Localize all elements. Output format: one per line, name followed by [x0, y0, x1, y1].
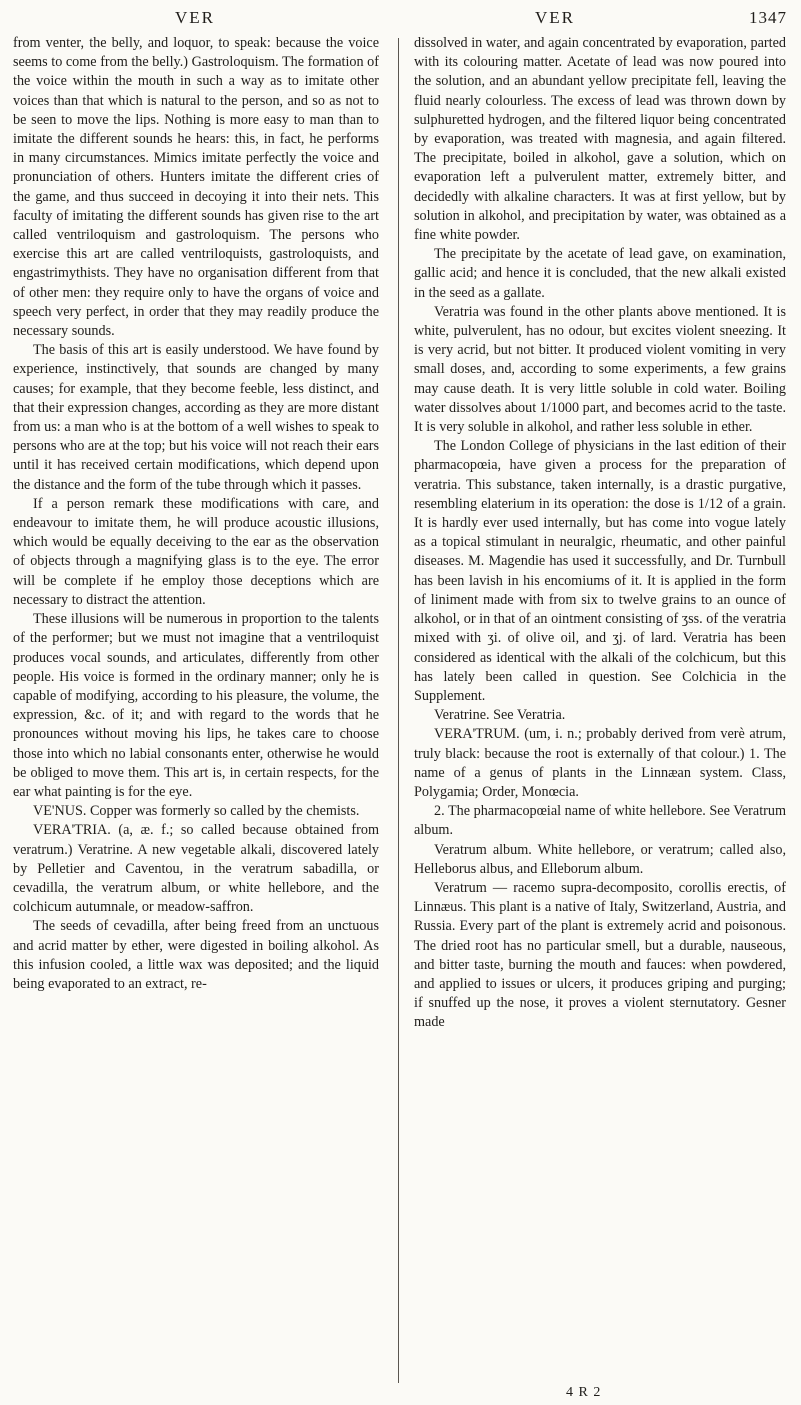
- paragraph: The basis of this art is easily understood. We have found by experience, instinctively, that sounds are changed by many causes; for example, that they become feeble, less distinct, and that their expression changes, according as they are more distant from us: a man who is at the bottom of a well wishes to speak to persons who are at the top; but his voice will not reach their ears until it has received certain modifications, which depend upon the distance and the form of the tube through which it passes.: [13, 342, 380, 493]
- paragraph: If a person remark these modifications with care, and endeavour to imitate them, he will produce acoustic illusions, which would be equally deceiving to the ear as the observation of objects through a magnifying glass is to the eye. The error will be complete if he employ those deceptions which are necessary to distract the attention.: [13, 495, 379, 608]
- paragraph: 2. The pharmacopœial name of white hellebore. See Veratrum album.: [414, 803, 786, 839]
- paragraph: from venter, the belly, and loquor, to speak: because the voice seems to come from the belly.) Gastroloquism. The formation of the voice within the mouth in such a way as to imitate other voices than that which is natural to the person, and so as not to be seen to move the lips. Nothing is more easy to man than to imitate the different sounds he hears: this, in fact, he performs in many circumstances. Mimics imitate perfectly the voice and pronunciation of others. Hunters imitate the different cries of the game, and thus succeed in decoying it into their nets. This faculty of imitating the different sounds has given rise to the art called ventriloquism and gastroloquism. The persons who exercise this art are called ventriloquists, gastroloquists, and engastrimythists. They have no organisation different from that of other men: they require only to have the organs of voice and speech very perfect, in order that they may readily produce the necessary sounds.: [13, 35, 379, 340]
- paragraph: The precipitate by the acetate of lead gave, on examination, gallic acid; and hence it is concluded, that the new alkali existed in the seed as a gallate.: [414, 246, 786, 301]
- entry-veratrine: Veratrine. See Veratria.: [434, 707, 566, 724]
- running-head-right: VER: [535, 8, 575, 27]
- paragraph: These illusions will be numerous in proportion to the talents of the performer; but we must not imagine that a ventriloquist produces vocal sounds, and articulates, differently from other people. His voice is formed in the ordinary manner; only he is capable of modifying, according to his pleasure, the volume, the expression, &c. of it; and with regard to the words that he pronounces without moving his lips, he takes care to choose those into which no labial consonants enter, otherwise he would be obliged to move them. This art is, in certain respects, for the ear what painting is for the eye.: [13, 611, 379, 800]
- paragraph: The seeds of cevadilla, after being freed from an unctuous and acrid matter by ether, were digested in boiling alkohol. As this infusion cooled, a little wax was deposited; and the liquid being evaporated to an extract, re-: [13, 918, 379, 992]
- entry-veratria: VERA'TRIA. (a, æ. f.; so called because obtained from veratrum.) Veratrine. A new vegetable alkali, discovered lately by Pelletier and Caventou, in the veratrum sabadilla, or cevadilla, the veratrum album, or white hellebore, and the colchicum autumnale, or meadow-saffron.: [13, 822, 379, 916]
- entry-venus: VE'NUS. Copper was formerly so called by the chemists.: [33, 803, 360, 820]
- entry-veratrum: VERA'TRUM. (um, i. n.; probably derived from verè atrum, truly black: because the root is externally of that colour.) 1. The name of a genus of plants in the Linnæan system. Class, Polygamia; Order, Monœcia.: [414, 726, 786, 800]
- running-head-left: VER: [175, 8, 215, 27]
- paragraph: Veratria was found in the other plants above mentioned. It is white, pulverulent, has no odour, but excites violent sneezing. It is very acrid, but not bitter. It produced violent vomiting in very small doses, and, according to some experiments, a few grains may cause death. It is very little soluble in cold water. Boiling water dissolves about 1/1000 part, and becomes acrid to the taste. It is very soluble in alkohol, and rather less soluble in ether.: [414, 303, 786, 436]
- page-number: 1347: [749, 8, 787, 27]
- paragraph: dissolved in water, and again concentrated by evaporation, parted with its colouring matter. Acetate of lead was now poured into the solution, and an abundant yellow precipitate fell, leaving the fluid nearly colourless. The excess of lead was thrown down by sulphuretted hydrogen, and the filtered liquor being concentrated by evaporation, was treated with magnesia, and again filtered. The precipitate, boiled in alkohol, gave a solution, which on evaporation left a pulverulent matter, extremely bitter, and decidedly with alkaline characters. It was at first yellow, but by solution in alkohol, and precipitation by water, was obtained as a fine white powder.: [414, 35, 786, 244]
- left-column: [13, 34, 379, 994]
- right-column: [414, 34, 786, 1033]
- entry-veratrum-album: Veratrum album. White hellebore, or veratrum; called also, Helleborus albus, and Elleborum album.: [414, 841, 786, 877]
- paragraph: Veratrum — racemo supra-decomposito, corollis erectis, of Linnæus. This plant is a native of Italy, Switzerland, Austria, and Russia. Every part of the plant is extremely acrid and poisonous. The dried root has no particular smell, but a durable, nauseous, and bitter taste, burning the mouth and fauces: when powdered, and applied to issues or ulcers, it produces griping and purging; if snuffed up the nose, it proves a violent sternutatory. Gesner made: [414, 879, 786, 1031]
- signature-mark: 4 R 2: [566, 1385, 602, 1400]
- column-divider: [398, 38, 399, 1383]
- paragraph: The London College of physicians in the last edition of their pharmacopœia, have given a process for the preparation of veratria. This substance, taken internally, is a drastic purgative, resembling elaterium in its operation: the dose is 1/12 of a grain. It is hardly ever used internally, but has come into vogue lately as a topical stimulant in neuralgic, rheumatic, and other painful diseases. M. Magendie has used it successfully, and Dr. Turnbull has been lavish in his encomiums of it. It is applied in the form of liniment made with from six to twelve grains to an ounce of alkohol, or in that of an ointment consisting of ʒss. of the veratria mixed with ʒi. of olive oil, and ʒj. of lard. Veratria has been considered as identical with the alkali of the colchicum, but this has lately been called in question. See Colchicia in the Supplement.: [414, 438, 786, 704]
